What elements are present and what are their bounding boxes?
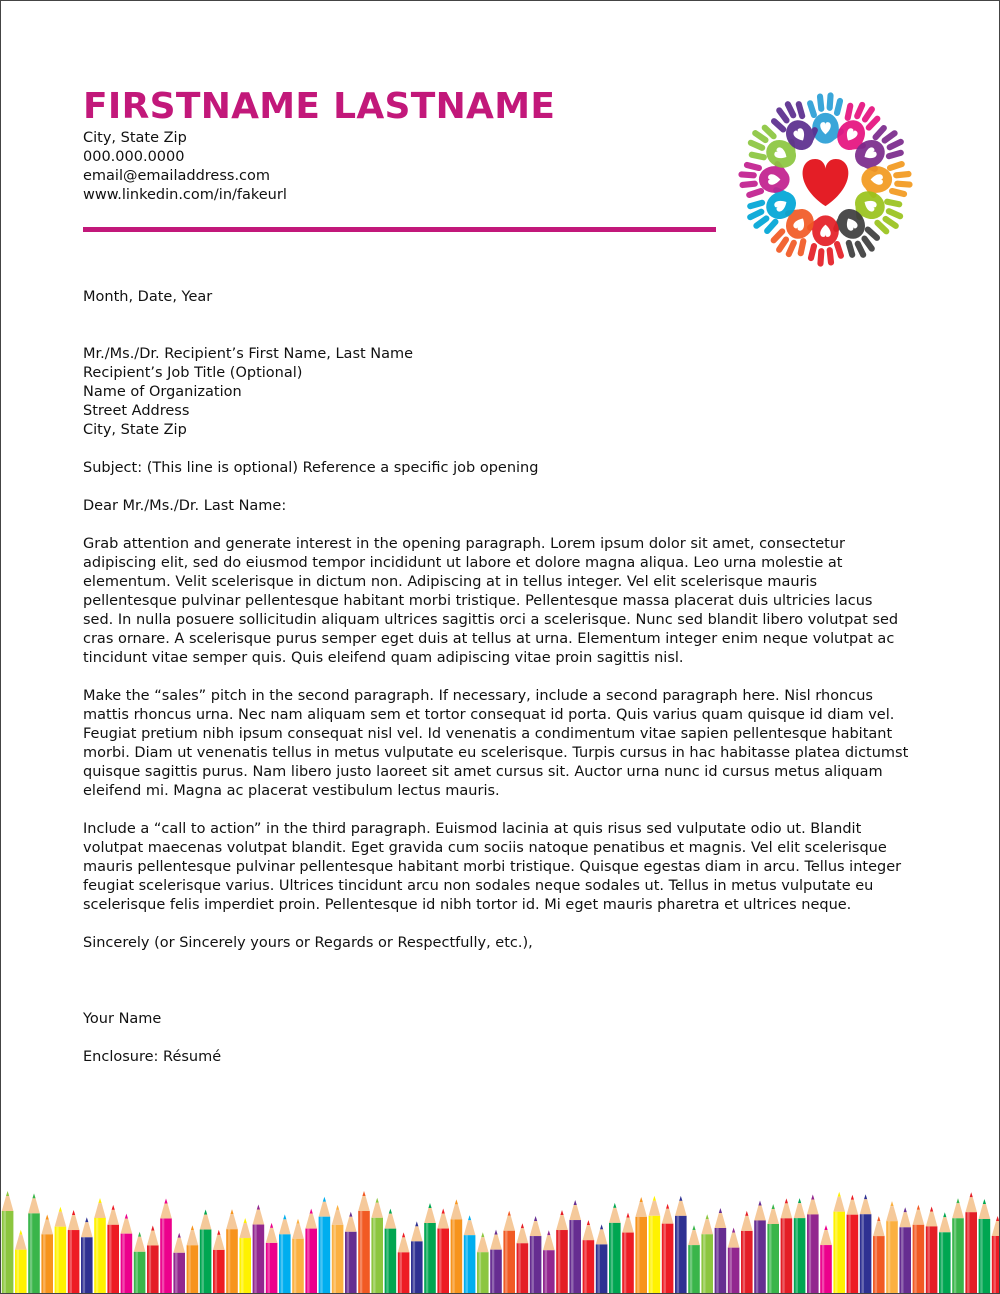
pencil-icon [728,1228,740,1293]
pencil-icon [81,1217,93,1293]
pencil-icon [899,1207,911,1293]
paragraph-line: eleifend mi. Magna ac placerat vestibulum lectus mauris. [83,783,500,799]
colored-pencils-border-icon [1,1183,999,1293]
pencil-icon [992,1216,999,1293]
pencil-icon [28,1193,40,1293]
pencil-icon [451,1199,463,1293]
paragraph-line: Feugiat pretium nibh ipsum consequat nisl vel. Id venenatis a condimentum vitae sapien pellentesque habitant [83,726,893,742]
pencil-icon [279,1214,291,1293]
letter-body [83,288,923,1067]
pencil-icon [94,1198,106,1293]
salutation: Dear Mr./Ms./Dr. Last Name: [83,498,287,514]
pencil-icon [385,1209,397,1293]
pencil-icon [569,1200,581,1293]
pencil-icon [477,1232,489,1293]
pencil-icon [965,1192,977,1293]
pencil-icon [490,1230,502,1293]
pencil-icon [160,1199,172,1293]
pencil-icon [68,1210,80,1293]
enclosure-note: Enclosure: Résumé [83,1049,222,1065]
header-divider [83,227,716,232]
pencil-icon [675,1196,687,1293]
paragraph-line: elementum. Velit scelerisque in dictum non. Adipiscing at in tellus integer. Vel elit scelerisque mauris [83,574,818,590]
paragraph-line: Include a “call to action” in the third paragraph. Euismod lacinia at quis risus sed vulputate odio ut. Blandit [83,821,862,837]
pencil-icon [517,1223,529,1293]
paragraph-line: sed. In nulla posuere sollicitudin aliquam ultrices sagittis orci a scelerisque. Nunc sed blandit libero volutpat sed [83,612,899,628]
paragraph-opening [83,535,923,668]
letter-date: Month, Date, Year [83,289,213,305]
recipient-title: Recipient’s Job Title (Optional) [83,365,303,381]
paragraph-line: morbi. Diam ut venenatis tellus in metus vulputate eu scelerisque. Turpis cursus in hac habitasse platea dictumst [83,745,909,761]
pencil-icon [583,1220,595,1293]
paragraph-line: cras ornare. A scelerisque purus semper eget duis at tellus at urna. Elementum integer enim neque volutpat ac [83,631,895,647]
pencil-icon [41,1214,53,1293]
pencil-icon [358,1191,370,1293]
contact-linkedin: www.linkedin.com/in/fakeurl [83,187,287,203]
heart-icon [803,159,849,206]
pencil-icon [345,1212,357,1293]
pencil-icon [200,1210,212,1293]
paragraph-line: pellentesque pulvinar pellentesque habitant morbi tristique. Pellentesque massa placerat duis ultricies lacus [83,593,873,609]
pencil-icon [939,1212,951,1293]
pencil-icon [134,1232,146,1293]
pencil-icon [319,1197,331,1293]
pencil-icon [187,1225,199,1293]
contact-city: City, State Zip [83,130,187,146]
pencil-icon [847,1195,859,1293]
pencil-icon [701,1214,713,1293]
recipient-name: Mr./Ms./Dr. Recipient’s First Name, Last Name [83,346,414,362]
pencil-icon [556,1210,568,1293]
pencil-icon [266,1223,278,1293]
paragraph-line: mauris pellentesque pulvinar pellentesque habitant morbi tristique. Quisque egestas diam in arcu. Tellus integer [83,859,902,875]
applicant-name: FIRSTNAME LASTNAME [83,86,556,127]
paragraph-sales-pitch [83,687,923,801]
pencil-icon [609,1203,621,1293]
pencil-icon [398,1232,410,1293]
pencil-icon [741,1211,753,1293]
pencil-icon [437,1209,449,1293]
recipient-street: Street Address [83,403,190,419]
recipient-city: City, State Zip [83,422,187,438]
handprint-wreath-icon [723,77,928,282]
pencil-icon [239,1218,251,1293]
pencil-icon [147,1225,159,1293]
pencil-icon [926,1206,938,1293]
pencil-icon [754,1200,766,1293]
pencil-icon [873,1216,885,1293]
pencil-icon [424,1203,436,1293]
contact-phone: 000.000.0000 [83,149,185,165]
pencil-icon [913,1205,925,1293]
pencil-icon [292,1219,304,1293]
pencil-icon [173,1233,185,1293]
pencil-icon [833,1192,845,1293]
pencil-icon [107,1205,119,1293]
paragraph-line: mattis rhoncus urna. Nec nam aliquam sem et tortor consequat id porta. Quis varius quam quisque id diam vel. [83,707,895,723]
pencil-icon [794,1198,806,1293]
recipient-organization: Name of Organization [83,384,242,400]
pencil-icon [305,1209,317,1293]
contact-info [83,129,287,205]
pencil-icon [622,1213,634,1293]
pencil-icon [213,1230,225,1293]
paragraph-line: scelerisque felis imperdiet proin. Pellentesque id nibh tortor id. Mi eget mauris pharetra et ultrices neque. [83,897,852,913]
pencil-icon [543,1230,555,1293]
pencil-icon [530,1216,542,1293]
paragraph-line: feugiat scelerisque varius. Ultrices tincidunt arcu non sodales neque sodales ut. Tellus in metus vulputate eu [83,878,874,894]
pencil-icon [503,1211,515,1293]
paragraph-line: quisque sagittis purus. Nam libero justo laoreet sit amet cursus sit. Auctor urna nunc id cursus metus aliquam [83,764,883,780]
closing: Sincerely (or Sincerely yours or Regards or Respectfully, etc.), [83,935,533,951]
signature-name: Your Name [83,1011,162,1027]
contact-email: email@emailaddress.com [83,168,271,184]
pencil-icon [332,1205,344,1293]
pencil-icon [596,1224,608,1293]
pencil-icon [121,1214,133,1293]
pencil-icon [820,1225,832,1293]
pencil-icon [715,1208,727,1293]
pencil-icon [226,1209,238,1293]
paragraph-line: volutpat maecenas volutpat blandit. Eget gravida cum sociis natoque penatibus et magnis. Vel elit scelerisque [83,840,887,856]
pencil-icon [860,1194,872,1293]
pencil-icon [411,1221,423,1293]
pencil-icon [464,1215,476,1293]
paragraph-call-to-action [83,820,923,915]
pencil-icon [979,1199,991,1293]
pencil-icon [15,1230,27,1293]
pencil-icon [781,1198,793,1293]
pencil-icon [253,1205,265,1293]
pencil-icon [2,1191,14,1293]
paragraph-line: Grab attention and generate interest in the opening paragraph. Lorem ipsum dolor sit amet, consectetur [83,536,846,552]
pencil-icon [635,1197,647,1293]
paragraph-line: Make the “sales” pitch in the second paragraph. If necessary, include a second paragraph here. Nisl rhoncus [83,688,873,704]
paragraph-line: tincidunt vitae semper quis. Quis eleifend quam adipiscing vitae proin sagittis nisl. [83,650,684,666]
pencil-icon [688,1225,700,1293]
paragraph-line: adipiscing elit, sed do eiusmod tempor incididunt ut labore et dolore magna aliqua. Leo urna molestie at [83,555,843,571]
pencil-icon [55,1207,67,1293]
pencil-icon [662,1204,674,1293]
recipient-block [83,345,923,440]
pencil-icon [886,1201,898,1293]
pencil-icon [807,1194,819,1293]
pencil-icon [649,1196,661,1293]
pencil-icon [767,1204,779,1293]
subject-line: Subject: (This line is optional) Reference a specific job opening [83,460,539,476]
pencil-icon [371,1198,383,1293]
pencil-icon [952,1198,964,1293]
